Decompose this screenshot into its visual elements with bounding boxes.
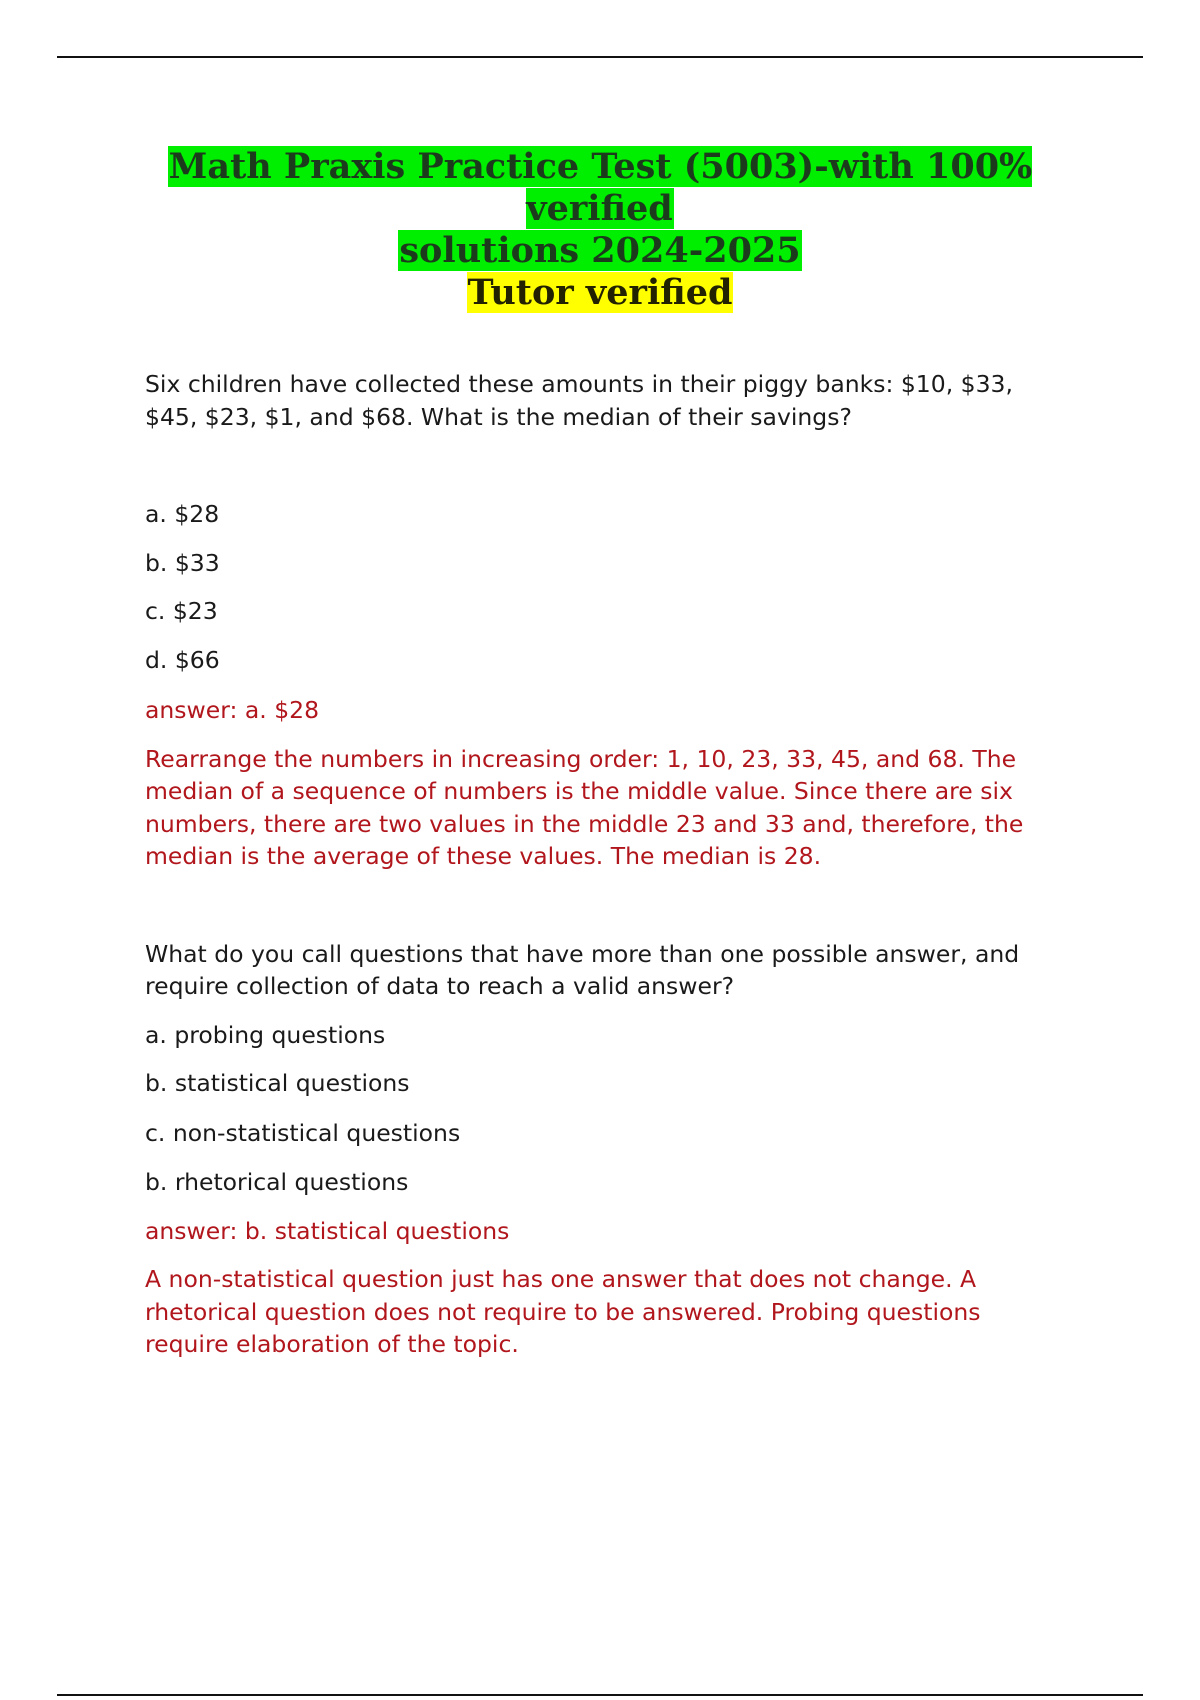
question-1-option-a: a. $28 xyxy=(145,500,220,528)
question-1-explanation: Rearrange the numbers in increasing order: 1, 10, 23, 33, 45, and 68. The median of a sequence of numbers is the middle value. Since there are six numbers, there are two values in the middle 23 and 33 and, therefore, the median is the average of these values. The median is 28. xyxy=(145,744,1024,870)
question-2-option-b: b. statistical questions xyxy=(145,1069,410,1097)
question-1-text: Six children have collected these amounts in their piggy banks: $10, $33, $45, $23, $1, and $68. What is the median of their savings? xyxy=(145,370,1013,431)
question-2-option-c: c. non-statistical questions xyxy=(145,1118,461,1147)
question-2-option-d: b. rhetorical questions xyxy=(145,1168,409,1196)
question-1-option-c: c. $23 xyxy=(145,597,218,625)
question-1-answer: answer: a. $28 xyxy=(145,696,320,724)
question-2-explanation: A non-statistical question just has one answer that does not change. A rhetorical question does not require to be answered. Probing questions require elaboration of the topic. xyxy=(145,1265,981,1358)
question-2-text: What do you call questions that have more than one possible answer, and require collection of data to reach a valid answer? xyxy=(145,939,1020,1000)
document-title xyxy=(100,146,1100,314)
question-2-option-a: a. probing questions xyxy=(145,1020,386,1049)
content-body xyxy=(145,368,1065,1361)
bottom-rule xyxy=(57,1694,1143,1696)
title-line-3: Tutor verified xyxy=(467,272,733,313)
question-1-option-b: b. $33 xyxy=(145,548,220,577)
question-2-answer: answer: b. statistical questions xyxy=(145,1216,510,1245)
question-1-option-d: d. $66 xyxy=(145,645,220,674)
title-line-2: solutions 2024-2025 xyxy=(399,230,801,271)
title-line-1: Math Praxis Practice Test (5003)-with 100% verified xyxy=(168,146,1033,229)
top-rule xyxy=(57,56,1143,58)
